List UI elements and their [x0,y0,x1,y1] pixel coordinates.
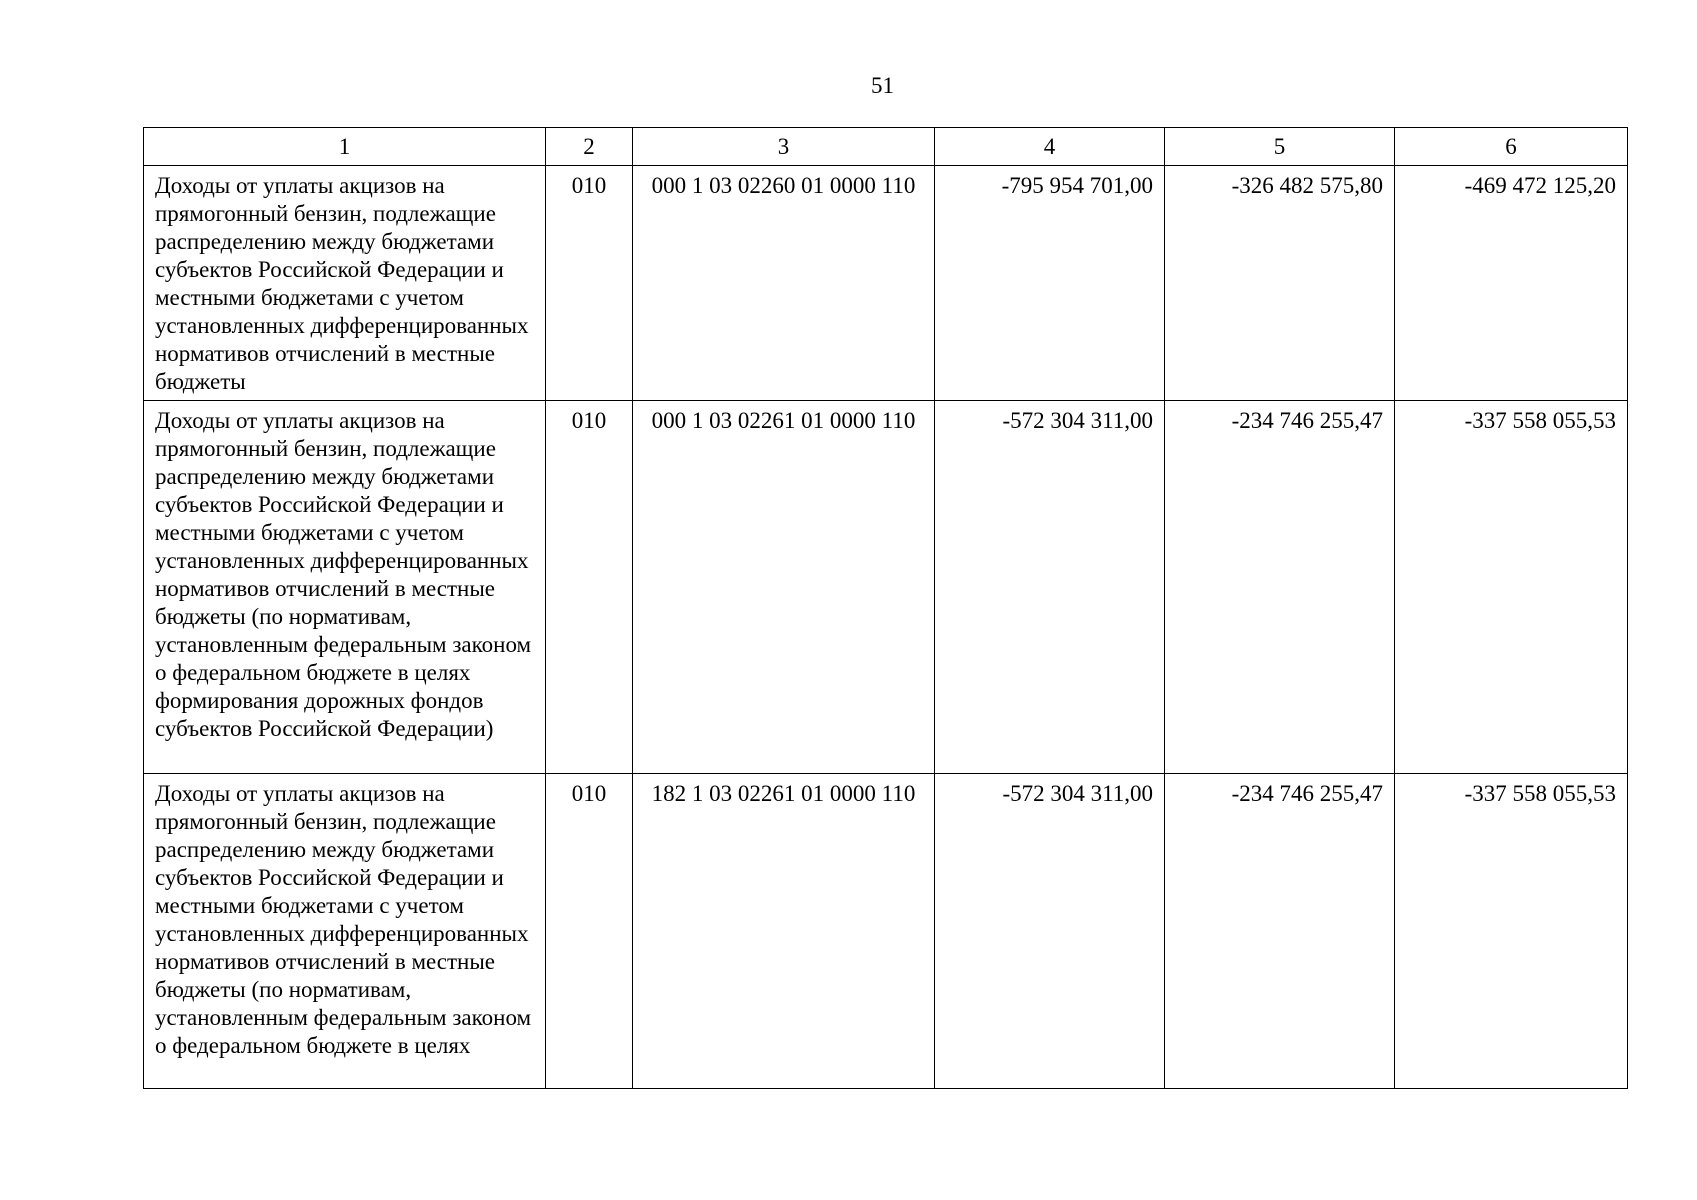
header-col-1: 1 [144,128,546,166]
amount-col6-cell: -337 558 055,53 [1395,774,1628,1089]
table-row [144,401,1628,774]
header-col-2: 2 [546,128,633,166]
row-code-cell: 010 [546,774,633,1089]
table-header-row [144,128,1628,166]
amount-col5-cell: -234 746 255,47 [1165,401,1395,774]
budget-table [143,127,1628,1089]
header-col-6: 6 [1395,128,1628,166]
income-name-cell: Доходы от уплаты акцизов на прямогонный бензин, подлежащие распределению между бюджетами субъектов Российской Федерации и местными бюджетами с учетом установленных дифференцированных нормативов отчислений в местные бюджеты (по нормативам, установленным федеральным законом о федеральном бюджете в целях формирования дорожных фондов субъектов Российской Федерации) [144,401,546,774]
amount-col6-cell: -337 558 055,53 [1395,401,1628,774]
page-number: 51 [871,73,894,98]
amount-col4-cell: -572 304 311,00 [935,774,1165,1089]
amount-col4-cell: -572 304 311,00 [935,401,1165,774]
budget-code-cell: 000 1 03 02260 01 0000 110 [633,166,935,401]
budget-code-cell: 182 1 03 02261 01 0000 110 [633,774,935,1089]
amount-col5-cell: -234 746 255,47 [1165,774,1395,1089]
table-row [144,774,1628,1089]
amount-col6-cell: -469 472 125,20 [1395,166,1628,401]
amount-col4-cell: -795 954 701,00 [935,166,1165,401]
header-col-4: 4 [935,128,1165,166]
income-name-cell: Доходы от уплаты акцизов на прямогонный бензин, подлежащие распределению между бюджетами субъектов Российской Федерации и местными бюджетами с учетом установленных дифференцированных нормативов отчислений в местные бюджеты [144,166,546,401]
table-row [144,166,1628,401]
row-code-cell: 010 [546,401,633,774]
budget-code-cell: 000 1 03 02261 01 0000 110 [633,401,935,774]
row-code-cell: 010 [546,166,633,401]
header-col-3: 3 [633,128,935,166]
header-col-5: 5 [1165,128,1395,166]
income-name-cell: Доходы от уплаты акцизов на прямогонный бензин, подлежащие распределению между бюджетами субъектов Российской Федерации и местными бюджетами с учетом установленных дифференцированных нормативов отчислений в местные бюджеты (по нормативам, установленным федеральным законом о федеральном бюджете в целях [144,774,546,1089]
amount-col5-cell: -326 482 575,80 [1165,166,1395,401]
